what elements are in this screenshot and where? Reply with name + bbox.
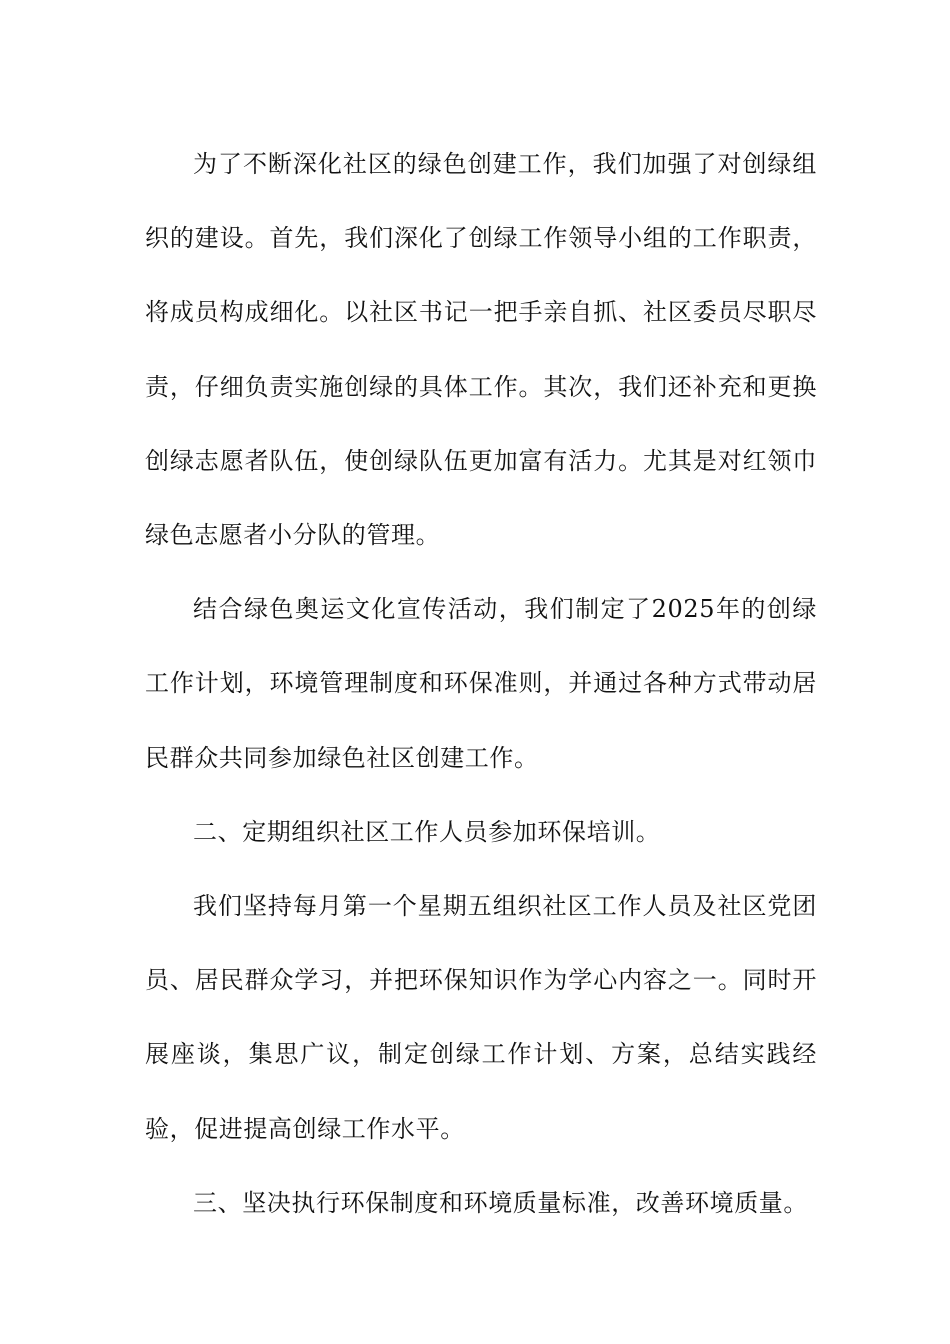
document-body (145, 127, 817, 1240)
section-heading-environment-quality: 三、坚决执行环保制度和环境质量标准，改善环境质量。 (193, 1188, 808, 1217)
paragraph-work-plan: 结合绿色奥运文化宣传活动，我们制定了2025年的创绿工作计划，环境管理制度和环保准则，并通过各种方式带动居民群众共同参加绿色社区创建工作。 (145, 595, 817, 772)
section-heading-training: 二、定期组织社区工作人员参加环保培训。 (193, 817, 661, 846)
paragraph-organization-building: 为了不断深化社区的绿色创建工作，我们加强了对创绿组织的建设。首先，我们深化了创绿工作领导小组的工作职责，将成员构成细化。以社区书记一把手亲自抓、社区委员尽职尽责，仔细负责实施创绿的具体工作。其次，我们还补充和更换创绿志愿者队伍，使创绿队伍更加富有活力。尤其是对红领巾绿色志愿者小分队的管理。 (145, 150, 817, 550)
paragraph-monthly-study: 我们坚持每月第一个星期五组织社区工作人员及社区党团员、居民群众学习，并把环保知识作为学心内容之一。同时开展座谈，集思广议，制定创绿工作计划、方案，总结实践经验，促进提高创绿工作水平。 (145, 892, 817, 1143)
